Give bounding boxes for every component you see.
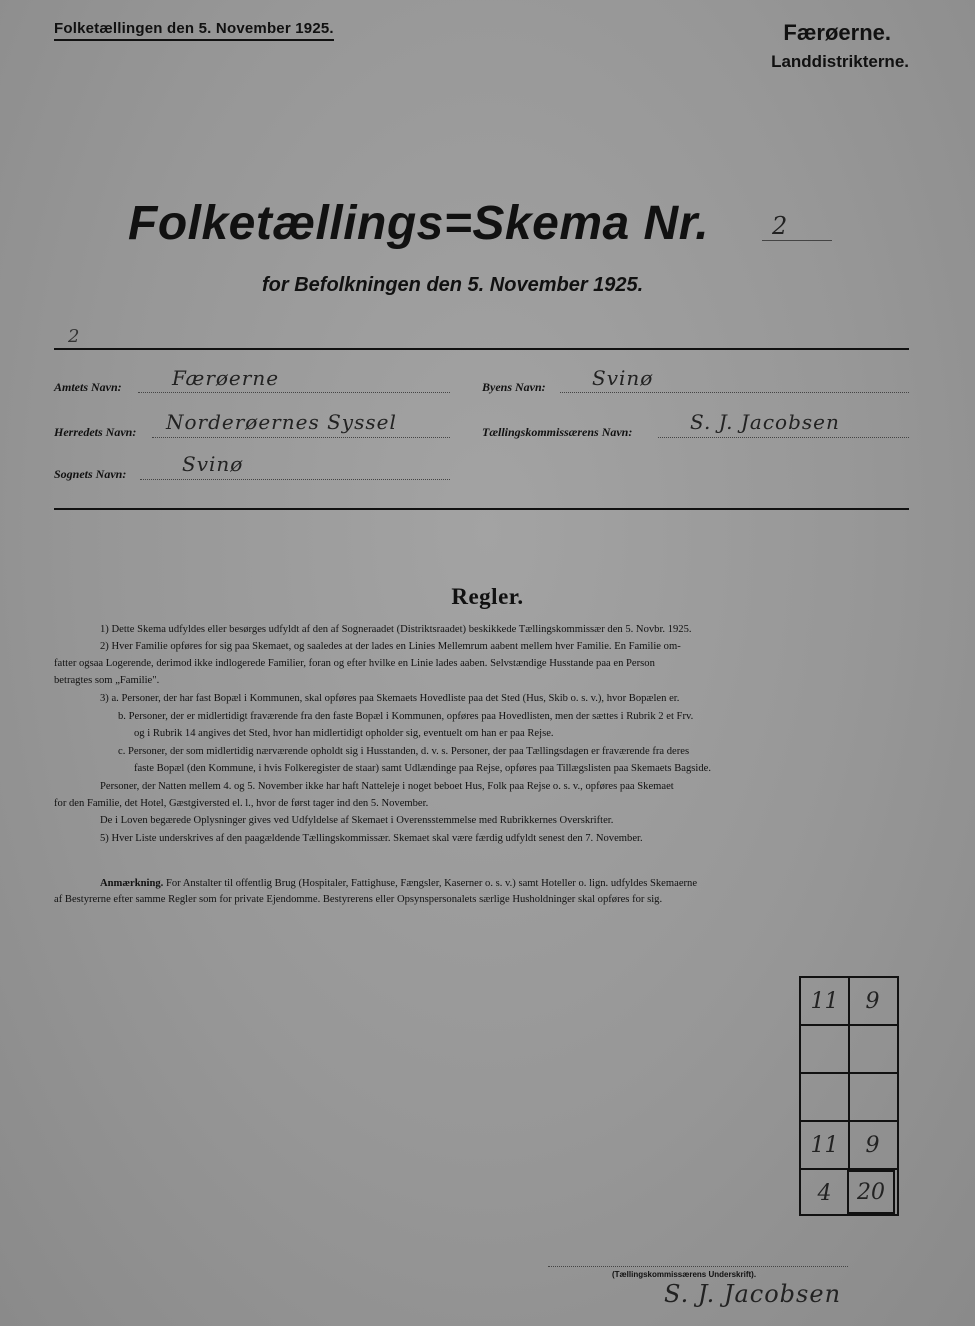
signature: S. J. Jacobsen [664,1280,842,1308]
tally-row [801,1122,897,1170]
herred-line [152,437,450,438]
tally-cell-right [849,1026,896,1072]
note-label: Anmærkning. [100,878,164,889]
tally-cell-left: 11 [801,1122,850,1168]
tally-cell-right: 9 [865,988,880,1014]
tally-row [801,1074,897,1122]
handwritten-number: 2 [68,326,80,347]
rule-line-4: betragtes som „Familie". [54,675,160,686]
census-date-header: Folketællingen den 5. November 1925. [54,20,334,41]
rule-line-3: fatter ogsaa Logerende, derimod ikke indlogerede Familier, foran og efter hvilke en Linie lades aaben. Selvstændige Husstande paa en Person [54,658,655,669]
by-line [560,392,909,393]
form-title: Folketællings=Skema Nr. [128,197,710,250]
tally-cell-left [801,1026,850,1072]
fields-divider [54,508,909,510]
schema-number-line [762,240,832,241]
tally-cell-right [849,1074,896,1120]
signature-line [548,1266,848,1267]
rules-heading: Regler. [451,584,524,609]
amt-label: Amtets Navn: [54,380,122,394]
region-name: Færøerne. [783,20,891,45]
rule-line-10: Personer, der Natten mellem 4. og 5. November ikke har haft Natteleje i noget beboet Hus, Folk paa Rejse o. s. v., opføres paa Skemaet [100,781,674,792]
rule-line-2: 2) Hver Familie opføres for sig paa Skemaet, og saaledes at der lades en Linies Mellemrum aabent mellem hver Familie. En Familie om- [100,641,681,652]
herred-value: Norderøernes Syssel [166,410,397,434]
rule-line-11: for den Familie, det Hotel, Gæstgiversted el. l., hvor de først tager ind den 5. November. [54,798,429,809]
rule-line-5: 3) a. Personer, der har fast Bopæl i Kommunen, skal opføres paa Skemaets Hovedliste paa det Sted (Hus, Skib o. s. v.), hvor Bopælen er. [100,693,680,704]
rule-line-8: c. Personer, der som midlertidig nærværende opholdt sig i Husstanden, d. v. s. Personer, der paa Tællingsdagen er fraværende fra deres [118,746,690,757]
by-label: Byens Navn: [482,380,546,394]
tally-row [801,1026,897,1074]
by-value: Svinø [592,366,654,390]
top-divider [54,348,909,350]
rule-line-7: og i Rubrik 14 angives det Sted, hvor han midlertidigt opholder sig, eventuelt om han er paa Rejse. [134,728,554,739]
kommissaer-line [658,437,909,438]
sogn-label: Sognets Navn: [54,467,127,481]
herred-label: Herredets Navn: [54,425,137,439]
sogn-line [140,479,450,480]
rule-line-13: 5) Hver Liste underskrives af den paagældende Tællingskommissær. Skemaet skal være færdig udfyldt senest den 7. November. [100,833,643,844]
note-line-2: af Bestyrerne efter samme Regler som for private Ejendomme. Bestyrerens eller Opsynspersonalets særlige Husholdninger skal opføres for sig. [54,894,663,905]
tally-cell-left: 4 [817,1180,832,1206]
schema-number: 2 [772,212,788,240]
tally-row [801,978,897,1026]
tally-cell-right: 9 [865,1132,880,1158]
rule-line-9: faste Bopæl (den Kommune, i hvis Folkeregister de staar) samt Udlændinge paa Rejse, opføres paa Tillægslisten paa Skemaets Bagside. [134,763,711,774]
tally-cell-left [801,1074,850,1120]
note-text-1: For Anstalter til offentlig Brug (Hospitaler, Fattighuse, Fængsler, Kaserner o. s. v.) samt Hoteller o. lign. udfyldes Skemaerne [165,878,698,889]
district-name: Landdistrikterne. [771,52,909,71]
sogn-value: Svinø [182,452,244,476]
signature-caption: (Tællingskommissærens Underskrift). [612,1270,757,1279]
rule-line-6: b. Personer, der er midlertidigt fraværende fra den faste Bopæl i Kommunen, opføres paa Hovedlisten, men der sættes i Rubrik 2 et Frv. [118,711,694,722]
tally-cell-left: 11 [801,978,850,1024]
rule-line-1: 1) Dette Skema udfyldes eller besørges udfyldt af den af Sogneraadet (Distriktsraadet) beskikkede Tællingskommissær den 5. Novbr. 1925. [100,624,692,635]
form-subtitle: for Befolkningen den 5. November 1925. [262,274,644,296]
tally-box [799,976,899,1216]
tally-cell-right: 20 [847,1170,895,1214]
note-line-1 [100,876,697,892]
tally-row [801,1170,897,1216]
amt-line [138,392,450,393]
rule-line-12: De i Loven begærede Oplysninger gives ved Udfyldelse af Skemaet i Overensstemmelse med Rubrikkernes Overskrifter. [100,815,614,826]
kommissaer-value: S. J. Jacobsen [690,410,840,434]
kommissaer-label: Tællingskommissærens Navn: [482,425,633,439]
amt-value: Færøerne [172,366,280,390]
